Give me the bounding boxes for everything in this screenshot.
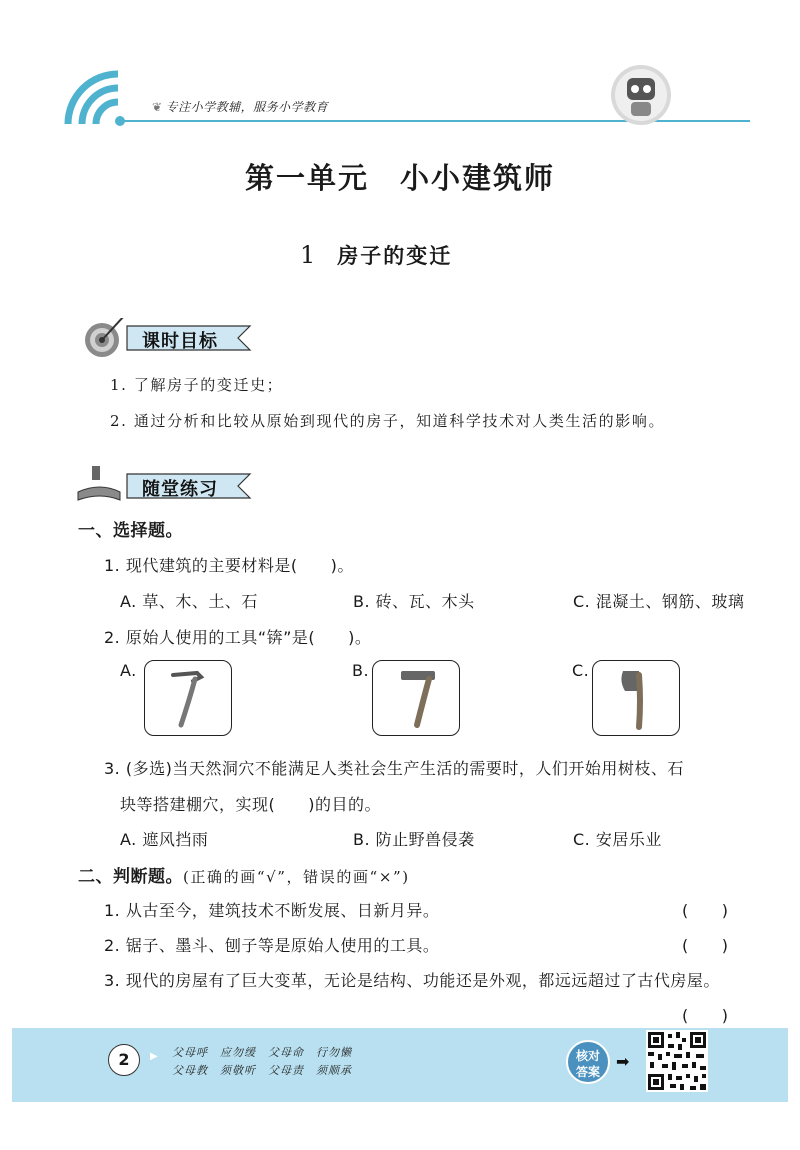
answer-badge-line2: 答案 xyxy=(575,1065,600,1079)
unit-title: 第一单元 小小建筑师 xyxy=(244,161,555,195)
judge-item-2: 2. 锯子、墨斗、刨子等是原始人使用的工具。 xyxy=(104,936,440,955)
q3-option-a: A. 遮风挡雨 xyxy=(120,830,209,849)
q1-option-c: C. 混凝土、钢筋、玻璃 xyxy=(573,592,745,611)
leaf-icon: ❦ xyxy=(152,100,163,114)
part1-heading: 一、选择题。 xyxy=(78,521,183,541)
q3-text-line2: 块等搭建棚穴，实现( )的目的。 xyxy=(120,795,381,814)
arrow-right-icon: ➡ xyxy=(616,1052,630,1071)
q3-option-c: C. 安居乐业 xyxy=(573,830,662,849)
check-answer-badge[interactable] xyxy=(566,1040,610,1084)
practice-banner xyxy=(72,466,252,506)
practice-banner-label: 随堂练习 xyxy=(142,479,218,500)
q2-text: 2. 原始人使用的工具“锛”是( )。 xyxy=(104,628,372,647)
goal-item-1: 1. 了解房子的变迁史； xyxy=(110,376,284,394)
part2-heading: 二、判断题。 xyxy=(78,867,183,887)
lesson-number: 1 xyxy=(300,241,316,269)
wifi-logo-icon xyxy=(58,64,138,134)
q3-option-b: B. 防止野兽侵袭 xyxy=(353,830,475,849)
judge-item-1: 1. 从古至今，建筑技术不断发展、日新月异。 xyxy=(104,901,440,920)
footer-verse-line1: 父母呼 应勿缓 父母命 行勿懒 xyxy=(172,1046,352,1059)
header-slogan: ❦ 专注小学教辅，服务小学教育 xyxy=(152,100,329,114)
q2-option-b-label: B. xyxy=(352,661,370,680)
q2-option-c-label: C. xyxy=(572,661,590,680)
judge-answer-3[interactable]: ( ) xyxy=(682,1006,729,1025)
judge-answer-2[interactable]: ( ) xyxy=(682,936,729,955)
part2-note: (正确的画“√”，错误的画“×”) xyxy=(183,868,410,886)
q2-option-b-image[interactable] xyxy=(372,660,460,736)
axe-tool-icon xyxy=(593,661,679,735)
part2-heading-row xyxy=(78,862,410,887)
q1-option-b: B. 砖、瓦、木头 xyxy=(353,592,475,611)
lesson-title xyxy=(300,240,600,270)
judge-answer-1[interactable]: ( ) xyxy=(682,901,729,920)
answer-badge-line1: 核对 xyxy=(575,1049,600,1063)
q2-option-a-label: A. xyxy=(120,661,137,680)
triangle-right-icon: ▶ xyxy=(150,1051,158,1062)
q2-option-c-image[interactable] xyxy=(592,660,680,736)
adze-tool-icon xyxy=(145,661,231,735)
goal-item-2: 2. 通过分析和比较从原始到现代的房子，知道科学技术对人类生活的影响。 xyxy=(110,412,666,430)
hammer-tool-icon xyxy=(373,661,459,735)
q1-text: 1. 现代建筑的主要材料是( )。 xyxy=(104,556,354,575)
qr-code-icon[interactable] xyxy=(646,1030,708,1092)
lesson-name: 房子的变迁 xyxy=(337,243,453,268)
robot-mascot-icon xyxy=(610,64,672,126)
q2-option-a-image[interactable] xyxy=(144,660,232,736)
q3-text-line1: 3. (多选)当天然洞穴不能满足人类社会生产生活的需要时，人们开始用树枝、石 xyxy=(104,759,684,778)
footer-verse-line2: 父母教 须敬听 父母责 须顺承 xyxy=(172,1064,352,1077)
page-number: 2 xyxy=(108,1044,140,1076)
goals-banner xyxy=(72,318,252,358)
judge-item-3: 3. 现代的房屋有了巨大变革，无论是结构、功能还是外观，都远远超过了古代房屋。 xyxy=(104,971,720,990)
q1-option-a: A. 草、木、土、石 xyxy=(120,592,258,611)
goals-banner-label: 课时目标 xyxy=(142,331,218,352)
